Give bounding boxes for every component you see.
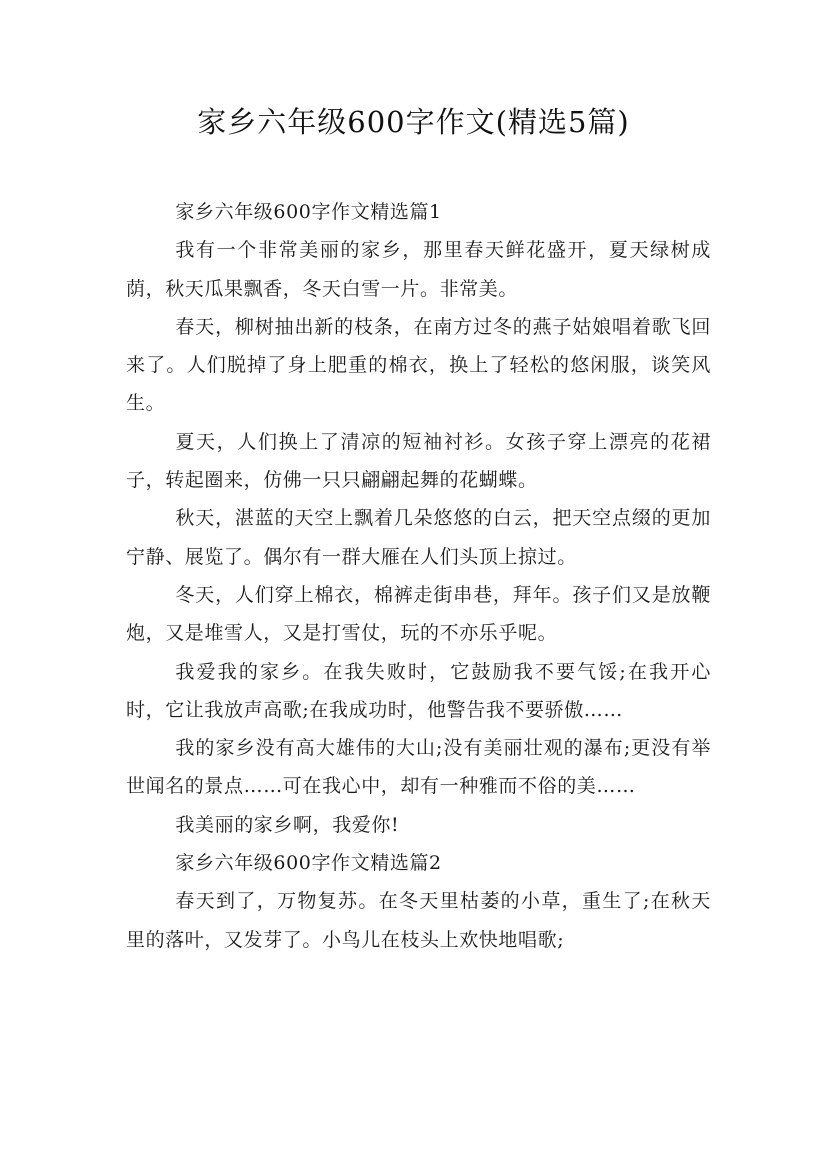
paragraph: 春天，柳树抽出新的枝条，在南方过冬的燕子姑娘唱着歌飞回来了。人们脱掉了身上肥重的棉衣，换上了轻松的悠闲服，谈笑风生。 bbox=[126, 315, 711, 415]
paragraph: 冬天，人们穿上棉衣，棉裤走街串巷，拜年。孩子们又是放鞭炮，又是堆雪人，又是打雪仗，玩的不亦乐乎呢。 bbox=[126, 583, 711, 645]
paragraph: 我爱我的家乡。在我失败时，它鼓励我不要气馁;在我开心时，它让我放声高歌;在我成功时，他警告我不要骄傲…… bbox=[126, 660, 711, 721]
paragraph: 我的家乡没有高大雄伟的大山;没有美丽壮观的瀑布;更没有举世闻名的景点……可在我心中，却有一种雅而不俗的美…… bbox=[126, 737, 711, 798]
paragraph: 秋天，湛蓝的天空上飘着几朵悠悠的白云，把天空点缀的更加宁静、展览了。偶尔有一群大雁在人们头顶上掠过。 bbox=[126, 507, 711, 568]
document-title: 家乡六年级600字作文(精选5篇) bbox=[197, 105, 630, 139]
section-heading-2: 家乡六年级600字作文精选篇2 bbox=[175, 852, 442, 875]
paragraph: 春天到了，万物复苏。在冬天里枯萎的小草，重生了;在秋天里的落叶，又发芽了。小鸟儿在枝头上欢快地唱歌; bbox=[126, 890, 711, 951]
paragraph: 我有一个非常美丽的家乡，那里春天鲜花盛开，夏天绿树成荫，秋天瓜果飘香，冬天白雪一片。非常美。 bbox=[126, 239, 711, 300]
paragraph: 我美丽的家乡啊，我爱你! bbox=[175, 813, 400, 836]
paragraph: 夏天，人们换上了清凉的短袖衬衫。女孩子穿上漂亮的花裙子，转起圈来，仿佛一只只翩翩起舞的花蝴蝶。 bbox=[126, 430, 711, 492]
document-body bbox=[126, 193, 711, 959]
section-heading-1: 家乡六年级600字作文精选篇1 bbox=[175, 201, 442, 223]
